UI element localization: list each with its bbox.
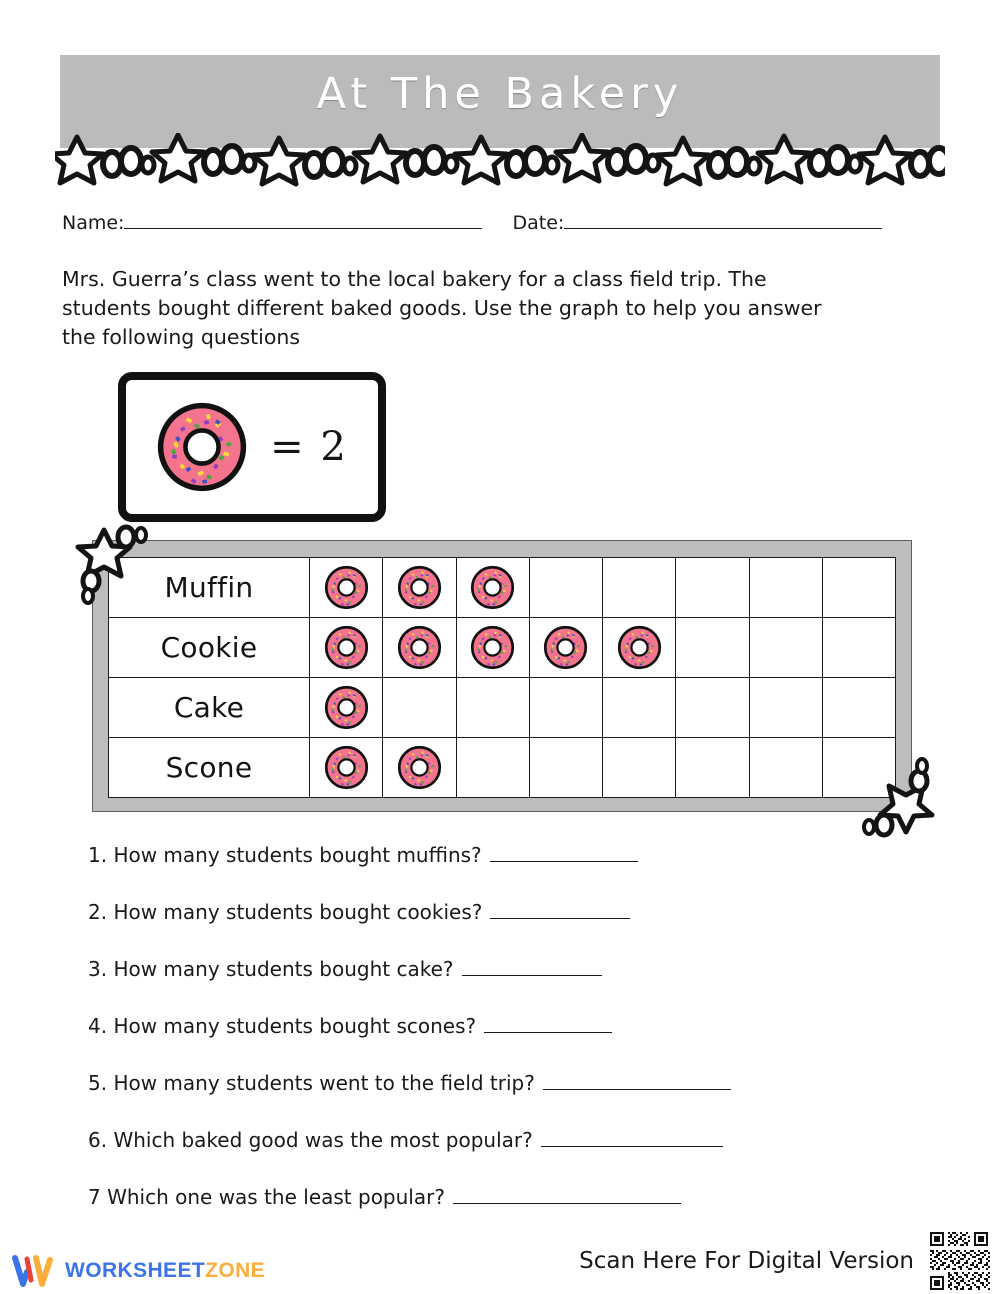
pictograph-cell [676, 738, 749, 798]
pictograph-row [109, 558, 896, 618]
question-text: 7 Which one was the least popular? [88, 1185, 445, 1209]
pictograph-row [109, 678, 896, 738]
page-header [60, 55, 940, 190]
pictograph-cell [676, 678, 749, 738]
name-label: Name: [62, 212, 125, 234]
pictograph-cell [749, 618, 822, 678]
qr-code-icon[interactable] [926, 1228, 992, 1294]
star-doodle-icon [852, 754, 936, 838]
donut-icon [324, 565, 369, 610]
star-bead-border-icon [55, 133, 945, 188]
pictograph-cell [456, 738, 529, 798]
donut-icon [324, 625, 369, 670]
pictograph-cell [310, 618, 383, 678]
pictograph-row-label: Muffin [109, 558, 310, 618]
pictograph-cell [310, 678, 383, 738]
question-item [88, 1185, 918, 1242]
question-text: 3. How many students bought cake? [88, 957, 454, 981]
question-text: 1. How many students bought muffins? [88, 843, 482, 867]
pictograph-cell [822, 618, 895, 678]
question-text: 6. Which baked good was the most popular? [88, 1128, 533, 1152]
pictograph-cell [603, 618, 676, 678]
question-answer-line[interactable] [543, 1074, 731, 1090]
pictograph-cell [822, 678, 895, 738]
legend-equals-value: = 2 [270, 424, 348, 470]
question-answer-line[interactable] [490, 846, 638, 862]
pictograph-cell [603, 678, 676, 738]
pictograph-row [109, 618, 896, 678]
logo-secondary-text: ZONE [205, 1259, 266, 1282]
pictograph-cell [676, 558, 749, 618]
pictograph-cell [383, 558, 456, 618]
question-answer-line[interactable] [484, 1017, 612, 1033]
star-doodle-icon [74, 524, 158, 608]
pictograph-cell [310, 558, 383, 618]
pictograph-row-label: Scone [109, 738, 310, 798]
question-item [88, 900, 918, 957]
name-date-row [62, 212, 942, 242]
name-input-line[interactable] [124, 212, 482, 229]
donut-icon [617, 625, 662, 670]
pictograph-cell [456, 678, 529, 738]
question-answer-line[interactable] [453, 1188, 681, 1204]
pictograph-cell [822, 558, 895, 618]
worksheetzone-w-icon [12, 1254, 56, 1288]
date-label: Date: [512, 212, 565, 234]
pictograph-cell [383, 618, 456, 678]
pictograph-cell [383, 738, 456, 798]
logo-primary-text: WORKSHEET [65, 1259, 206, 1282]
pictograph-cell [310, 738, 383, 798]
scan-instruction-text: Scan Here For Digital Version [579, 1248, 914, 1274]
question-answer-line[interactable] [462, 960, 602, 976]
donut-icon [156, 401, 248, 493]
legend-key-box [118, 372, 386, 522]
question-text: 5. How many students went to the field trip? [88, 1071, 535, 1095]
question-item [88, 1128, 918, 1185]
donut-icon [397, 625, 442, 670]
pictograph-cell [749, 558, 822, 618]
pictograph-table [108, 557, 896, 798]
pictograph-row [109, 738, 896, 798]
donut-icon [397, 745, 442, 790]
question-text: 2. How many students bought cookies? [88, 900, 483, 924]
pictograph-cell [456, 558, 529, 618]
question-answer-line[interactable] [490, 903, 630, 919]
pictograph-cell [749, 738, 822, 798]
question-answer-line[interactable] [541, 1131, 723, 1147]
pictograph [92, 540, 912, 812]
donut-icon [324, 745, 369, 790]
pictograph-cell [529, 738, 602, 798]
pictograph-cell [529, 618, 602, 678]
donut-icon [543, 625, 588, 670]
donut-icon [397, 565, 442, 610]
pictograph-row-label: Cookie [109, 618, 310, 678]
pictograph-row-label: Cake [109, 678, 310, 738]
question-item [88, 1014, 918, 1071]
pictograph-cell [603, 558, 676, 618]
pictograph-cell [676, 618, 749, 678]
donut-icon [324, 685, 369, 730]
pictograph-cell [383, 678, 456, 738]
question-item [88, 957, 918, 1014]
instructions-paragraph: Mrs. Guerra’s class went to the local bakery for a class field trip. The students bought different baked goods. Use the graph to help you answer the following questions [62, 267, 822, 349]
date-input-line[interactable] [564, 212, 882, 229]
pictograph-cell [749, 678, 822, 738]
question-item [88, 843, 918, 900]
question-text: 4. How many students bought scones? [88, 1014, 477, 1038]
pictograph-cell [456, 618, 529, 678]
page-title: At The Bakery [316, 69, 684, 119]
donut-icon [470, 625, 515, 670]
questions-list [88, 843, 918, 1242]
pictograph-cell [529, 558, 602, 618]
question-item [88, 1071, 918, 1128]
pictograph-cell [529, 678, 602, 738]
pictograph-cell [603, 738, 676, 798]
worksheetzone-logo[interactable] [12, 1252, 265, 1290]
donut-icon [470, 565, 515, 610]
